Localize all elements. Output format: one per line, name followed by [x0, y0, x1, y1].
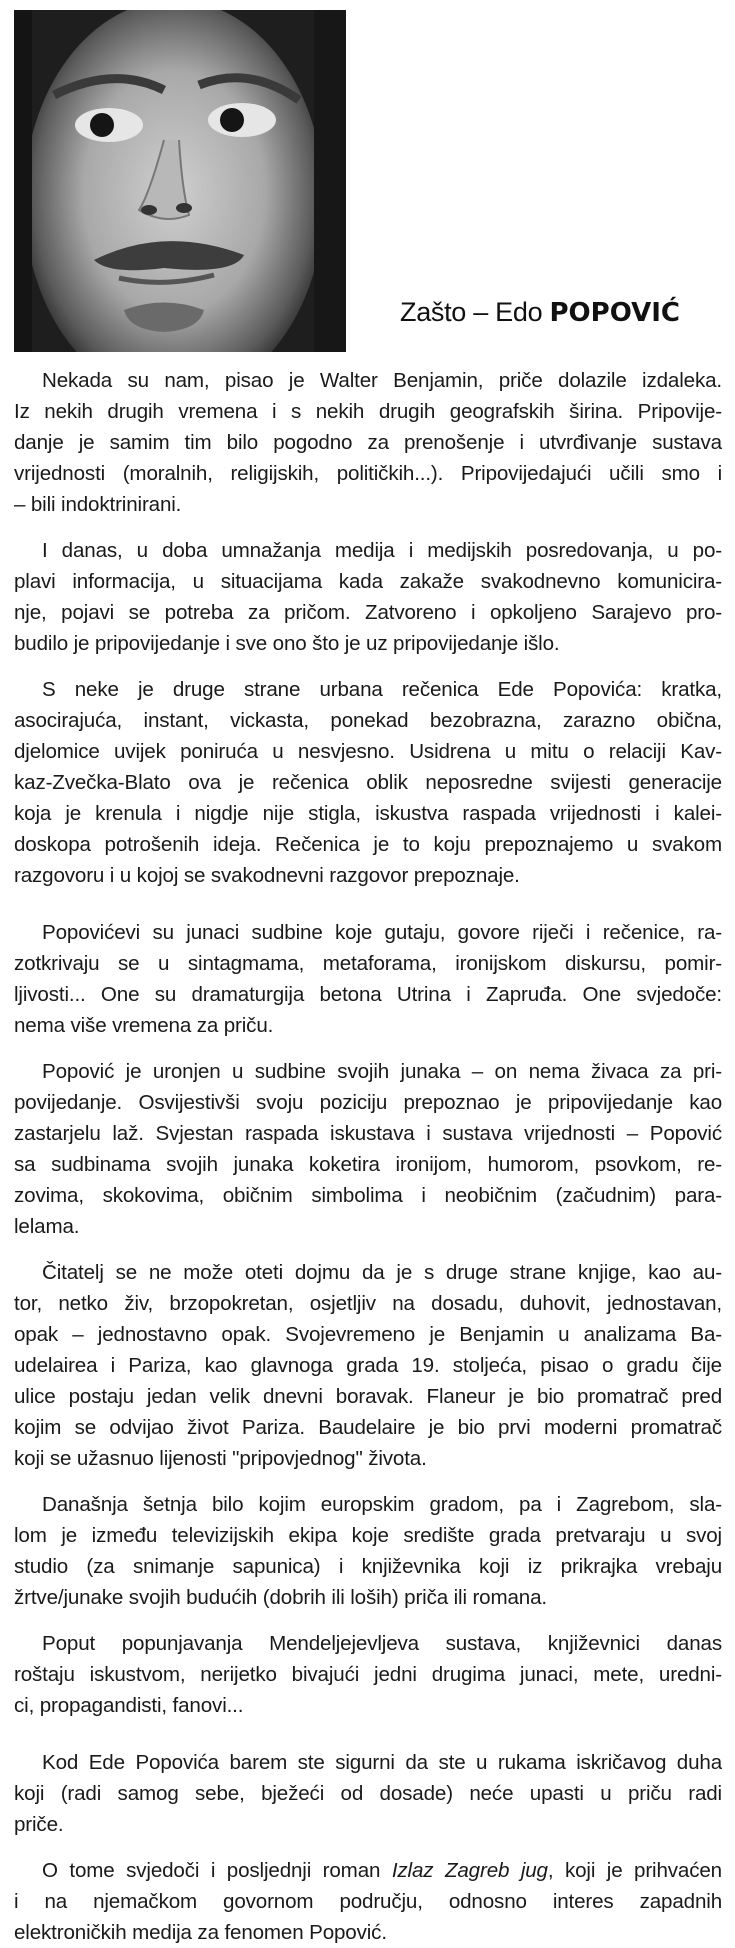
paragraph [14, 1628, 722, 1721]
text-line: roštaju iskustvom, nerijetko bivajući jedni drugima junaci, mete, uredni- [14, 1663, 722, 1686]
text-line: lelama. [14, 1215, 80, 1238]
text-line: Iz nekih drugih vremena i s nekih drugih geografskih širina. Pripovije- [14, 400, 722, 423]
text-line: doskopa potrošenih ideja. Rečenica je to koju prepoznajemo u svakom [14, 833, 722, 856]
article-title [400, 297, 720, 328]
text-line: vrijednosti (moralnih, religijskih, političkih...). Pripovijedajući učili smo i [14, 462, 722, 485]
paragraph [14, 1855, 722, 1948]
text-line: nje, pojavi se potreba za pričom. Zatvoreno i opkoljeno Sarajevo pro- [14, 601, 722, 624]
text-line: Današnja šetnja bilo kojim europskim gradom, pa i Zagrebom, sla- [42, 1493, 722, 1516]
text-line: Popović je uronjen u sudbine svojih junaka – on nema živaca za pri- [42, 1060, 722, 1083]
text-line: ci, propagandisti, fanovi... [14, 1694, 244, 1717]
text-line: koja je krenula i nigdje nije stigla, iskustva raspada vrijednosti i kalei- [14, 802, 722, 825]
text-line: tor, netko živ, brzopokretan, osjetljiv na dosadu, duhovit, jednostavan, [14, 1292, 722, 1315]
text-line: plavi informacija, u situacijama kada zakaže svakodnevno komunicira- [14, 570, 722, 593]
text-line [14, 1855, 722, 1886]
text-line: elektroničkih medija za fenomen Popović. [14, 1921, 387, 1944]
text-line: udelairea i Pariza, kao glavnoga grada 19. stoljeća, pisao o gradu čije [14, 1354, 722, 1377]
paragraph [14, 1056, 722, 1242]
text-line: Poput popunjavanja Mendeljejevljeva sustava, književnici danas [42, 1632, 722, 1655]
portrait-image [14, 10, 346, 352]
text-line: S neke je druge strane urbana rečenica Ede Popovića: kratka, [42, 678, 722, 701]
text-line: i na njemačkom govornom području, odnosno interes zapadnih [14, 1890, 722, 1913]
paragraph [14, 535, 722, 659]
text-line: danje je samim tim bilo pogodno za prenošenje i utvrđivanje sustava [14, 431, 722, 454]
text-line: – bili indoktrinirani. [14, 493, 182, 516]
text-line: ljivosti... One su dramaturgija betona Utrina i Zapruđa. One svjedoče: [14, 983, 722, 1006]
text-line: nema više vremena za priču. [14, 1014, 274, 1037]
text-line: opak – jednostavno opak. Svojevremeno je Benjamin u analizama Ba- [14, 1323, 722, 1346]
text-line: povijedanje. Osvijestivši svoju poziciju prepoznao je pripovijedanje kao [14, 1091, 722, 1114]
author-portrait-photo [14, 10, 346, 352]
text-line: Kod Ede Popovića barem ste sigurni da ste u rukama iskričavog duha [42, 1751, 722, 1774]
text-line: razgovoru i u kojoj se svakodnevni razgovor prepoznaje. [14, 864, 520, 887]
novel-title: Izlaz Zagreb jug [391, 1859, 548, 1882]
article-body [14, 365, 722, 1948]
text-segment: , koji je prihvaćen [547, 1859, 722, 1882]
text-line: I danas, u doba umnažanja medija i medijskih posredovanja, u po- [42, 539, 722, 562]
text-segment: O tome svjedoči i posljednji roman [42, 1859, 392, 1882]
title-prefix: Zašto – Edo [400, 297, 550, 327]
paragraph [14, 1257, 722, 1474]
text-line: asocirajuća, instant, vickasta, ponekad bezobrazna, zarazno obična, [14, 709, 722, 732]
text-line: djelomice uvijek poniruća u nesvjesno. Usidrena u mitu o relaciji Kav- [14, 740, 722, 763]
text-line: Nekada su nam, pisao je Walter Benjamin, priče dolazile izdaleka. [42, 369, 722, 392]
text-line: sa sudbinama svojih junaka koketira ironijom, humorom, psovkom, re- [14, 1153, 722, 1176]
text-line: zotkrivaju se u sintagmama, metaforama, ironijskom diskursu, pomir- [14, 952, 722, 975]
title-author-name: POPOVIĆ [549, 298, 680, 328]
paragraph [14, 1489, 722, 1613]
text-line: koji (radi samog sebe, bježeći od dosade) neće upasti u priču radi [14, 1782, 722, 1805]
paragraph [14, 674, 722, 891]
text-line: zovima, skokovima, običnim simbolima i neobičnim (začudnim) para- [14, 1184, 722, 1207]
text-line: budilo je pripovijedanje i sve ono što je uz pripovijedanje išlo. [14, 632, 560, 655]
text-line: studio (za snimanje sapunica) i književnika koji iz prikrajka vrebaju [14, 1555, 722, 1578]
text-line: žrtve/junake svojih budućih (dobrih ili loših) priča ili romana. [14, 1586, 547, 1609]
text-line: koji se užasnuo lijenosti "pripovjednog" života. [14, 1447, 427, 1470]
text-line: ulice postaju jedan velik dnevni boravak. Flaneur je bio promatrač pred [14, 1385, 722, 1408]
text-line: kaz-Zvečka-Blato ova je rečenica oblik neposredne svijesti generacije [14, 771, 722, 794]
text-line: lom je između televizijskih ekipa koje središte grada pretvaraju u svoj [14, 1524, 722, 1547]
text-line: zastarjelu laž. Svjestan raspada iskustava i sustava vrijednosti – Popović [14, 1122, 722, 1145]
text-line: Čitatelj se ne može oteti dojmu da je s druge strane knjige, kao au- [42, 1261, 722, 1284]
text-line: priče. [14, 1813, 64, 1836]
paragraph [14, 365, 722, 520]
text-line: kojim se odvijao život Pariza. Baudelaire je bio prvi moderni promatrač [14, 1416, 722, 1439]
paragraph [14, 1747, 722, 1840]
text-line: Popovićevi su junaci sudbine koje gutaju, govore riječi i rečenice, ra- [42, 921, 722, 944]
paragraph [14, 917, 722, 1041]
